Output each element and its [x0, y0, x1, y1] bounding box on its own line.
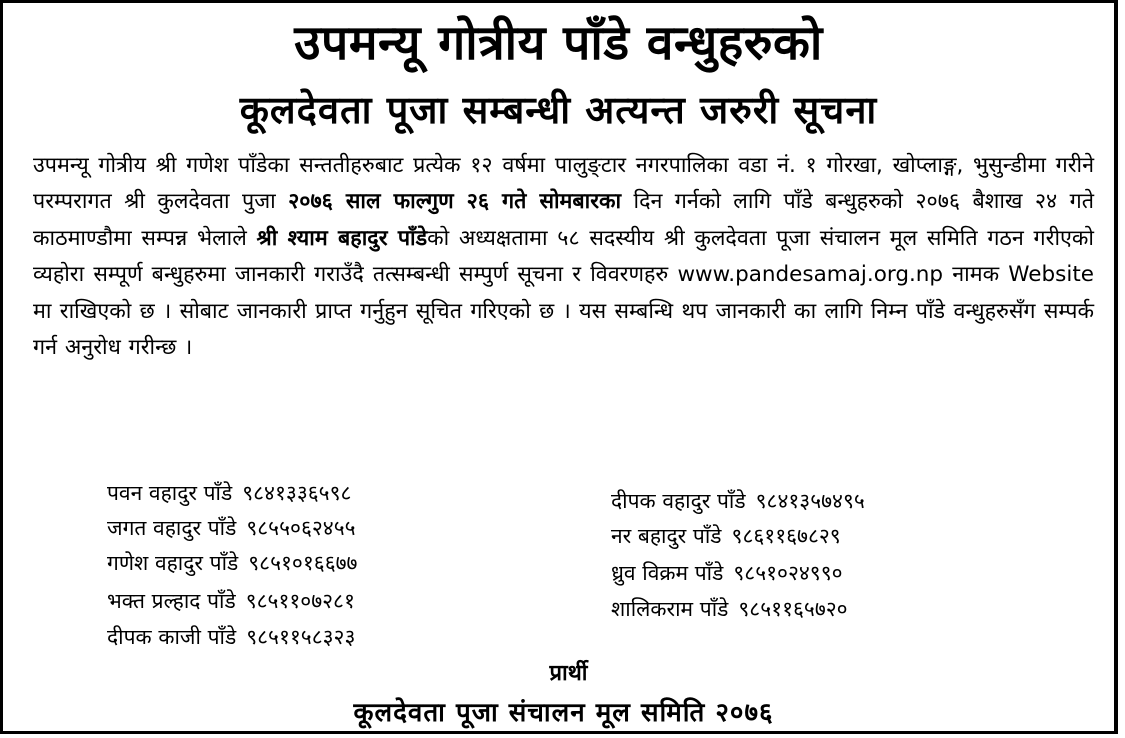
body-text-part-3: को अध्यक्षतामा ५८ सदस्यीय श्री कुलदेवता पूजा संचालन मूल समिति गठन गरीएको व्यहोरा सम्पूर्ण बन्धुहरुमा जानकारी गराउँदै तत्सम्बन्धी सम्पुर्ण सूचना र विवरणहरु www.pandesamaj.org.np नामक Website मा राखिएको छ । सोबाट जानकारी प्राप्त गर्नुहुन सूचित गरिएको छ । यस सम्बन्धि थप जानकारी का लागि निम्न पाँडे वन्धुहरुसँग सम्पर्क गर्न अनुरोध गरीन्छ । [33, 225, 1094, 361]
contact-entry [107, 549, 357, 577]
contact-phone: ९८६११६७८२९ [731, 524, 841, 548]
contact-entry [611, 487, 865, 515]
contact-entry [107, 587, 355, 615]
body-text-part-1: उपमन्यू गोत्रीय श्री गणेश पाँडेका सन्ततीहरुबाट प्रत्येक १२ वर्षमा पालुङ्टार नगरपालिका वडा नं. १ गोरखा, खोप्लाङ्ग, भुसुन्डीमा गरीने परम्परागत श्री कुलदेवता पुजा [33, 153, 1094, 215]
contact-name: ध्रुव विक्रम पाँडे [611, 561, 724, 585]
contact-name: गणेश वहादुर पाँडे [107, 551, 239, 575]
contact-phone: ९८५११६५७२० [738, 597, 848, 621]
contact-name: पवन वहादुर पाँडे [107, 481, 233, 505]
contact-phone: ९८५५०६२४५५ [246, 516, 356, 540]
event-date: २०७६ साल फाल्गुण २६ गते सोमबारका [288, 189, 622, 215]
chairperson-name: श्री श्याम बहादुर पाँडे [256, 225, 428, 251]
contact-name: दीपक काजी पाँडे [107, 625, 237, 649]
contact-phone: ९८५११०७२८१ [245, 589, 355, 613]
contact-name: दीपक वहादुर पाँडे [611, 489, 746, 513]
contact-entry [611, 559, 843, 587]
notice-subtitle: कूलदेवता पूजा सम्बन्धी अत्यन्त जरुरी सूचना [239, 88, 878, 132]
signatory-label: प्रार्थी [549, 661, 588, 686]
notice-body [33, 148, 1094, 366]
contact-entry [611, 522, 841, 550]
contact-phone: ९८४१३५७४९५ [755, 489, 865, 513]
contact-phone: ९८५१०२४९९० [733, 561, 843, 585]
contact-name: जगत वहादुर पाँडे [107, 516, 237, 540]
contact-entry [107, 479, 351, 507]
contact-entry [611, 595, 848, 623]
committee-name: कूलदेवता पूजा संचालन मूल समिति २०७६ [353, 698, 774, 728]
contact-phone: ९८५१०१६६७७ [248, 551, 358, 575]
contact-name: शालिकराम पाँडे [611, 597, 729, 621]
body-text-part-2: दिन गर्नको लागि पाँडे बन्धुहरुको २०७६ बैशाख २४ गते काठमाण्डौमा सम्पन्न भेलाले [33, 189, 1094, 251]
contact-name: नर बहादुर पाँडे [611, 524, 722, 548]
contact-phone: ९८४१३३६५९८ [242, 481, 352, 505]
contact-entry [107, 623, 355, 651]
contact-entry [107, 514, 356, 542]
contact-name: भक्त प्रल्हाद पाँडे [107, 589, 236, 613]
notice-title: उपमन्यू गोत्रीय पाँडे वन्धुहरुको [294, 15, 823, 71]
contact-phone: ९८५११५८३२३ [246, 625, 356, 649]
